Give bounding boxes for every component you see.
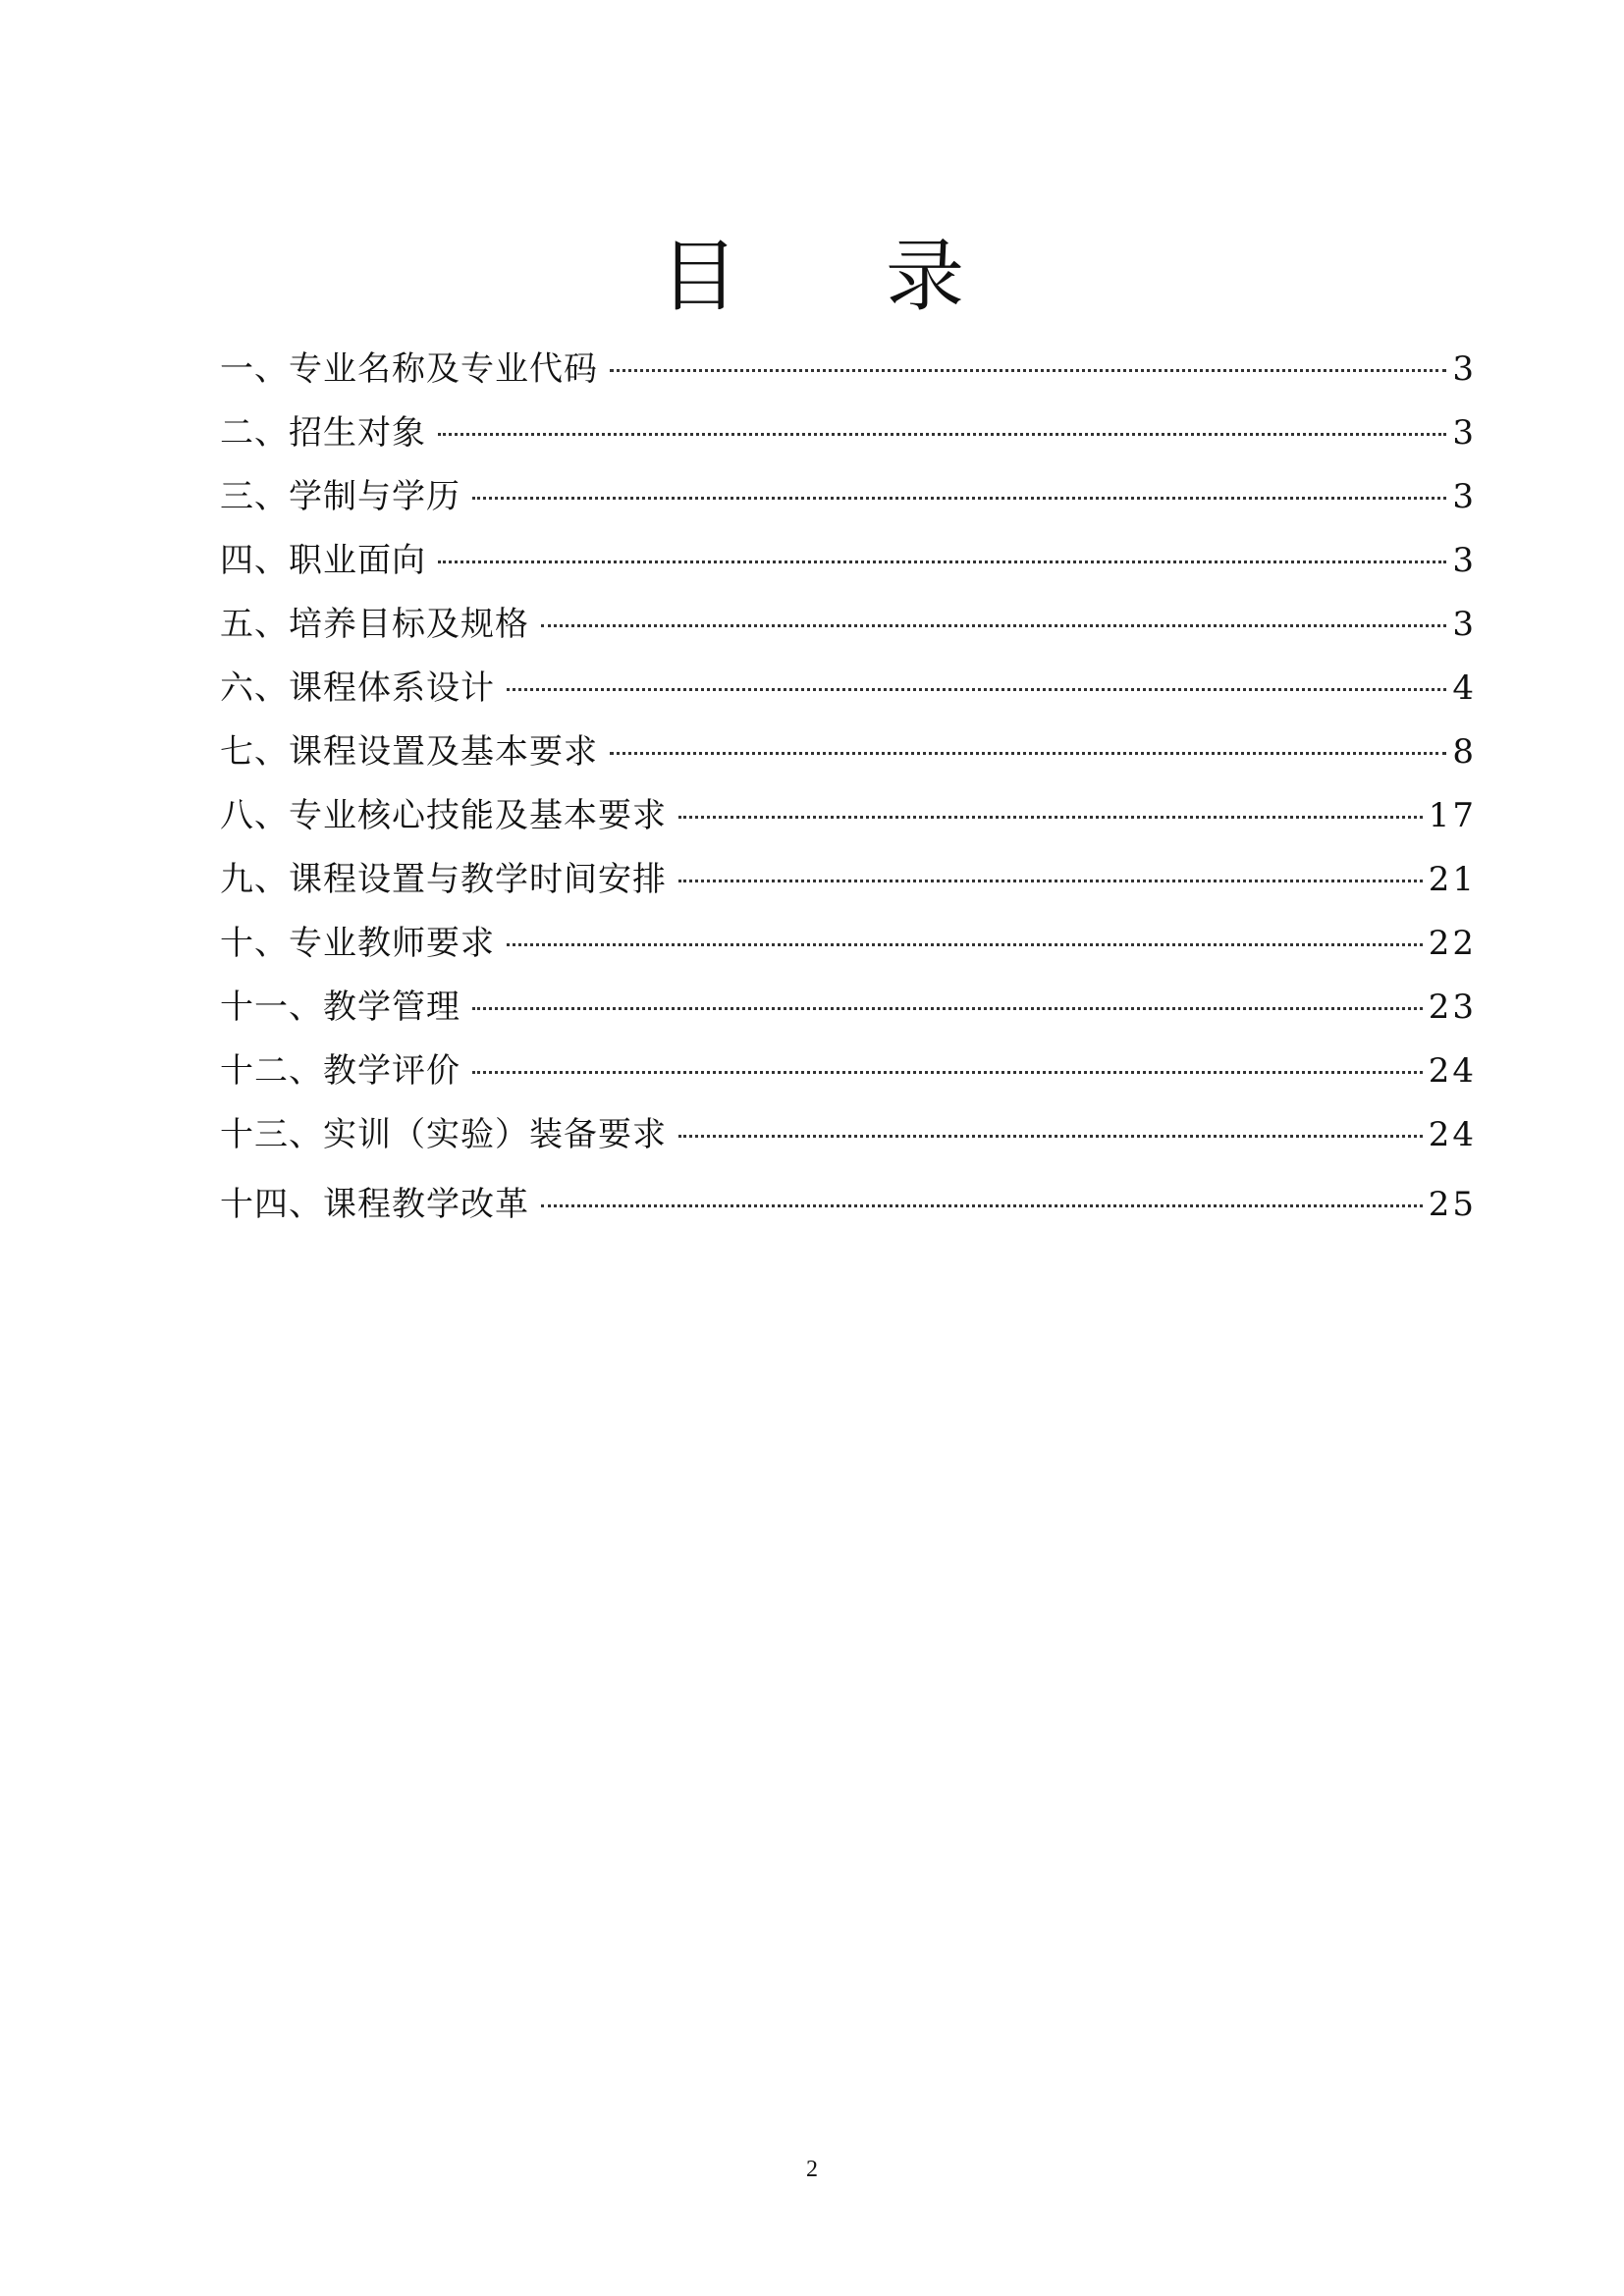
toc-dot-leader [678,1135,1423,1138]
toc-entry[interactable] [220,529,1477,593]
toc-dot-leader [541,1204,1423,1207]
toc-dot-leader [472,497,1446,500]
toc-entry-page: 4 [1452,668,1477,708]
toc-entry-label: 一、专业名称及专业代码 [220,349,598,389]
toc-dot-leader [507,943,1423,946]
toc-entry[interactable] [220,338,1477,401]
toc-entry[interactable] [220,465,1477,529]
toc-entry-label: 七、课程设置及基本要求 [220,732,598,772]
toc-dot-leader [541,624,1446,627]
toc-entry-page: 23 [1428,988,1477,1027]
toc-dot-leader [610,369,1446,372]
toc-dot-leader [678,880,1423,882]
toc-title: 目录 [660,231,1111,322]
toc-entry[interactable] [220,1173,1477,1237]
toc-entry-label: 五、培养目标及规格 [220,605,529,644]
toc-entry[interactable] [220,401,1477,465]
toc-dot-leader [610,752,1446,755]
toc-entry-label: 三、学制与学历 [220,477,460,516]
toc-entry[interactable] [220,848,1477,912]
toc-entry-page: 22 [1428,924,1477,963]
toc-entry-label: 六、课程体系设计 [220,668,495,708]
toc-entry-page: 3 [1452,349,1477,389]
toc-entry-page: 21 [1428,860,1477,899]
toc-dot-leader [438,561,1446,563]
page-number: 2 [806,2157,818,2182]
toc-entry-page: 3 [1452,477,1477,516]
toc-dot-leader [438,433,1446,436]
toc-entry-label: 十、专业教师要求 [220,924,495,963]
toc-entry-label: 四、职业面向 [220,541,426,580]
toc-entry-label: 十四、课程教学改革 [220,1185,529,1224]
toc-entry-label: 十三、实训（实验）装备要求 [220,1115,667,1154]
toc-entry[interactable] [220,593,1477,657]
toc-entry-page: 3 [1452,605,1477,644]
toc-entry[interactable] [220,1103,1477,1167]
toc-entry-page: 24 [1428,1115,1477,1154]
toc-dot-leader [472,1007,1423,1010]
toc-entry-page: 8 [1452,732,1477,772]
toc-entry-label: 八、专业核心技能及基本要求 [220,796,667,835]
toc-dot-leader [678,816,1423,819]
toc-entry[interactable] [220,976,1477,1040]
toc-entry[interactable] [220,657,1477,721]
toc-entry[interactable] [220,784,1477,848]
toc-entry-label: 九、课程设置与教学时间安排 [220,860,667,899]
toc-entry-page: 3 [1452,413,1477,453]
table-of-contents [220,338,1477,1237]
toc-entry[interactable] [220,1040,1477,1103]
toc-entry[interactable] [220,721,1477,784]
toc-entry-page: 24 [1428,1051,1477,1091]
toc-entry-page: 17 [1428,796,1477,835]
toc-entry-label: 十二、教学评价 [220,1051,460,1091]
toc-entry-page: 25 [1428,1185,1477,1224]
toc-entry-label: 二、招生对象 [220,413,426,453]
toc-dot-leader [507,688,1446,691]
toc-dot-leader [472,1071,1423,1074]
toc-entry-page: 3 [1452,541,1477,580]
toc-entry-label: 十一、教学管理 [220,988,460,1027]
toc-entry[interactable] [220,912,1477,976]
